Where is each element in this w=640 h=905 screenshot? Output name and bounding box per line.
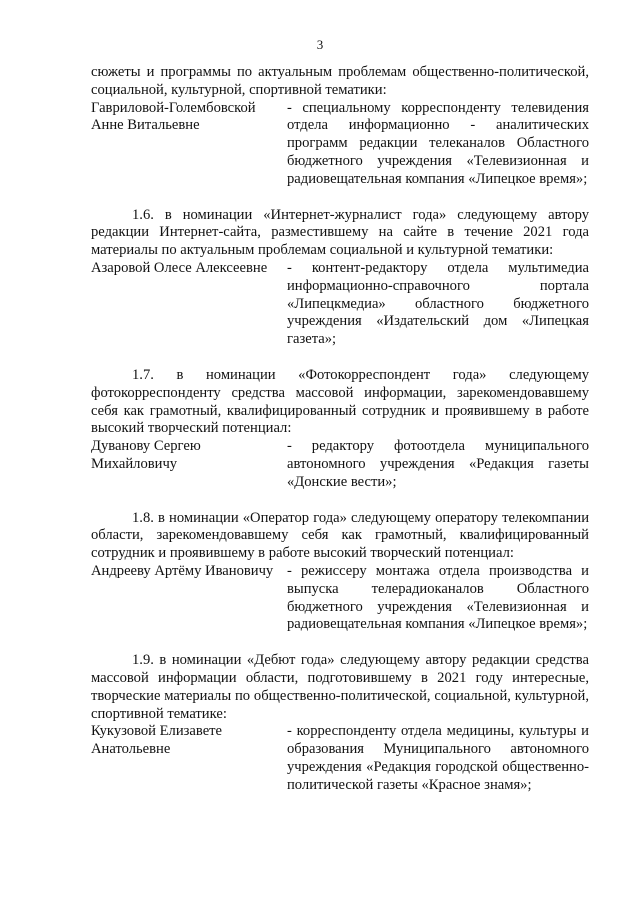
- recipient-name: Дуванову Сергею Михайловичу: [91, 438, 201, 472]
- document-body: [91, 64, 589, 794]
- nomination-paragraph: 1.7. в номинации «Фотокорреспондент года» следующему фотокорреспонденту средства массовой информации, зарекомендовавшему себя как грамотный, квалифицированный сотрудник и проявившему в работе высокий творческий потенциал:: [91, 366, 589, 437]
- recipient-role: - корреспонденту отдела медицины, культуры и образования Муниципального автономного учреждения «Редакция городской общественно-политической газеты «Красное знамя»;: [287, 723, 589, 793]
- recipient-name: Гавриловой-Голембовской Анне Витальевне: [91, 99, 256, 134]
- recipient-role: - режиссеру монтажа отдела производства и выпуска телерадиоканалов Областного бюджетного учреждения «Телевизионная и радиовещательная компания «Липецкое время»;: [287, 562, 589, 633]
- recipient-role: - специальному корреспонденту телевидения отдела информационно - аналитических программ редакции телеканалов Областного бюджетного учреждения «Телевизионная и радиовещательная компания «Липецкое время»;: [287, 99, 589, 187]
- recipient-entry: [91, 260, 589, 349]
- nomination-paragraph: 1.6. в номинации «Интернет-журналист года» следующему автору редакции Интернет-сайта, разместившему на сайте в течение 2021 года материалы по актуальным проблемам социальной и культурной тематики:: [91, 206, 589, 259]
- recipient-name: Азаровой Олесе Алексеевне: [91, 259, 268, 276]
- recipient-entry: [91, 438, 589, 491]
- recipient-role: - редактору фотоотдела муниципального автономного учреждения «Редакция газеты «Донские вести»;: [287, 438, 589, 490]
- intro-continuation: сюжеты и программы по актуальным проблемам общественно-политической, социальной, культурной, спортивной тематики:: [91, 64, 589, 98]
- recipient-role: - контент-редактору отдела мультимедиа информационно-справочного портала «Липецкмедиа» областного бюджетного учреждения «Издательский дом «Липецкая газета»;: [287, 259, 589, 348]
- nomination-paragraph: 1.8. в номинации «Оператор года» следующему оператору телекомпании области, зарекомендовавшему себя как грамотный, квалифицированный сотрудник и проявившему в работе высокий творческий потенциал:: [91, 509, 589, 562]
- recipient-entry: [91, 100, 589, 189]
- page-number: 3: [316, 37, 324, 52]
- recipient-entry: [91, 563, 589, 634]
- recipient-name: Кукузовой Елизавете Анатольевне: [91, 723, 223, 758]
- nomination-paragraph: 1.9. в номинации «Дебют года» следующему автору редакции средства массовой информации области, подготовившему в 2021 году интересные, творческие материалы по общественно-политической, социальной, культурной, спортивной тематике:: [91, 652, 589, 722]
- recipient-name: Андрееву Артёму Ивановичу: [91, 562, 274, 579]
- recipient-entry: [91, 723, 589, 794]
